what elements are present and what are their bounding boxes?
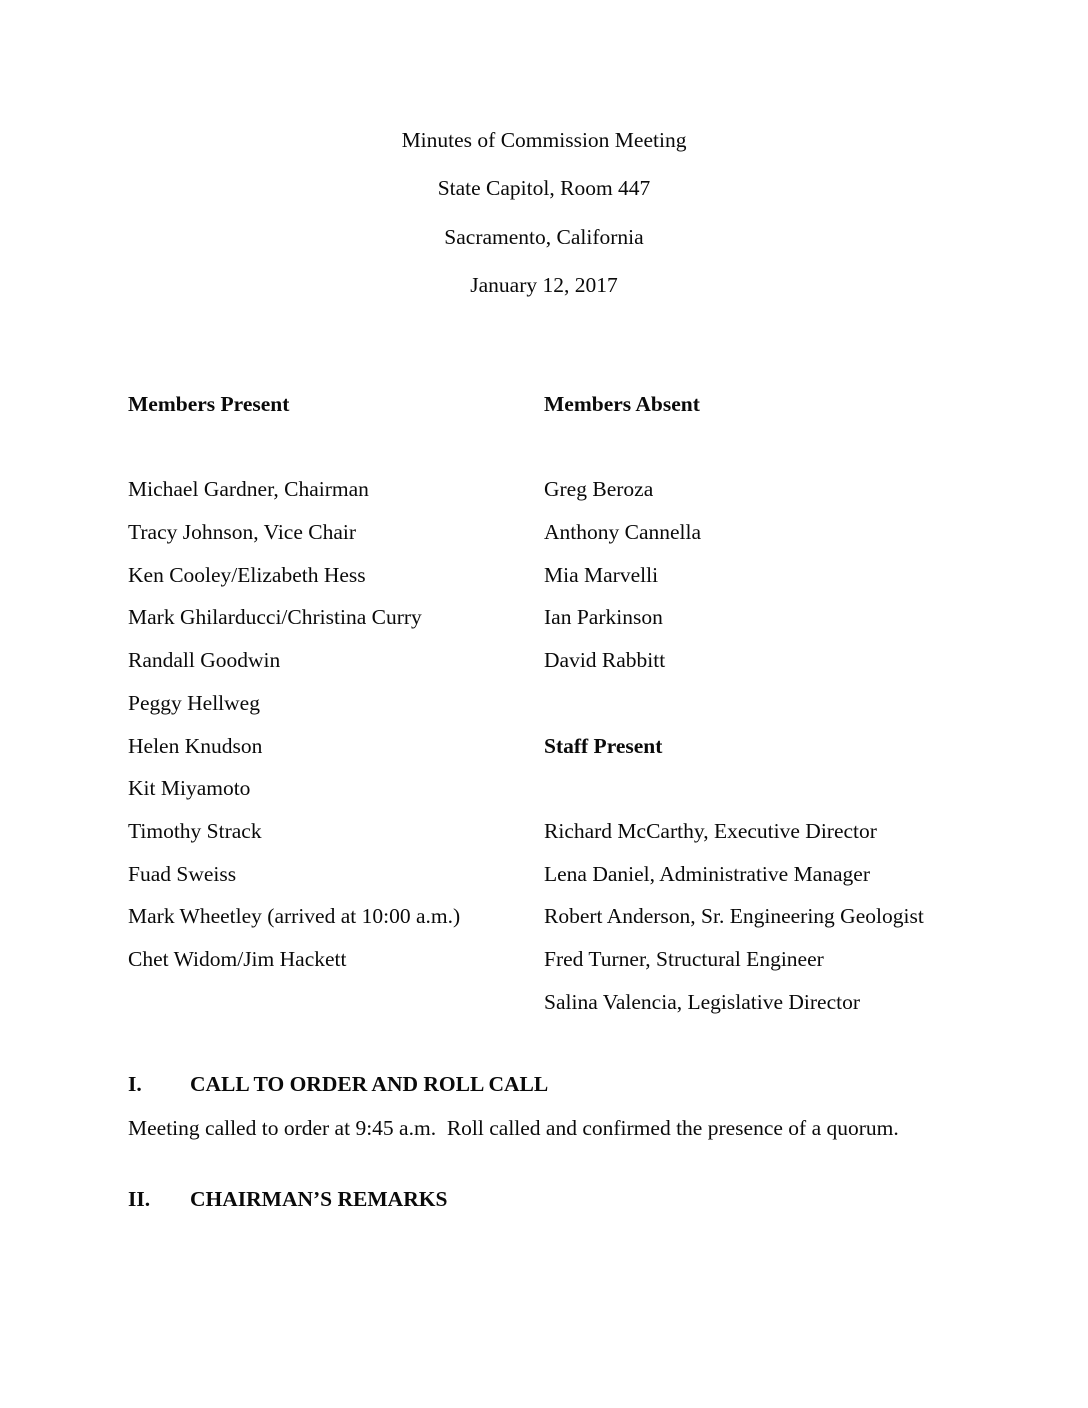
empty-line	[544, 434, 1044, 477]
member-absent-item: Ian Parkinson	[544, 605, 663, 630]
member-absent-item: David Rabbitt	[544, 648, 666, 673]
section-numeral: II.	[128, 1187, 151, 1211]
member-absent-item: Greg Beroza	[544, 477, 654, 502]
member-present-item: Randall Goodwin	[128, 648, 281, 673]
section-title: CHAIRMAN’S REMARKS	[190, 1187, 448, 1211]
member-present-item: Chet Widom/Jim Hackett	[128, 946, 347, 971]
member-present-item: Mark Wheetley (arrived at 10:00 a.m.)	[128, 904, 461, 929]
empty-line	[128, 434, 538, 477]
member-present-item: Kit Miyamoto	[128, 776, 251, 801]
member-present-item: Helen Knudson	[128, 733, 263, 758]
members-present-column	[128, 391, 538, 989]
member-absent-item: Anthony Cannella	[544, 520, 702, 545]
empty-line	[544, 775, 1044, 818]
section-heading-call-to-order	[128, 1072, 548, 1097]
member-present-item: Tracy Johnson, Vice Chair	[128, 520, 357, 545]
staff-present-header: Staff Present	[544, 733, 663, 758]
members-present-header: Members Present	[128, 392, 290, 416]
title-line-4: January 12, 2017	[470, 273, 618, 298]
members-absent-header: Members Absent	[544, 392, 700, 416]
staff-present-item: Richard McCarthy, Executive Director	[544, 818, 877, 843]
empty-line	[544, 690, 1044, 733]
section-numeral: I.	[128, 1072, 142, 1096]
member-present-item: Fuad Sweiss	[128, 861, 237, 886]
member-present-item: Timothy Strack	[128, 818, 262, 843]
members-absent-staff-column	[544, 391, 1044, 1031]
staff-present-item: Robert Anderson, Sr. Engineering Geologist	[544, 904, 924, 929]
member-absent-item: Mia Marvelli	[544, 562, 659, 587]
section-title: CALL TO ORDER AND ROLL CALL	[190, 1072, 549, 1096]
call-to-order-paragraph: Meeting called to order at 9:45 a.m. Roll called and confirmed the presence of a quorum.	[128, 1116, 899, 1140]
title-line-1: Minutes of Commission Meeting	[401, 128, 687, 152]
title-block	[0, 116, 1088, 310]
staff-present-item: Fred Turner, Structural Engineer	[544, 946, 824, 971]
member-present-item: Michael Gardner, Chairman	[128, 477, 369, 502]
staff-present-item: Lena Daniel, Administrative Manager	[544, 861, 870, 886]
member-present-item: Ken Cooley/Elizabeth Hess	[128, 562, 366, 587]
title-line-3: Sacramento, California	[444, 224, 644, 249]
member-present-item: Peggy Hellweg	[128, 690, 260, 715]
section-heading-chairmans-remarks	[128, 1187, 447, 1212]
member-present-item: Mark Ghilarducci/Christina Curry	[128, 605, 422, 630]
title-line-2: State Capitol, Room 447	[437, 176, 651, 201]
staff-present-item: Salina Valencia, Legislative Director	[544, 989, 861, 1014]
